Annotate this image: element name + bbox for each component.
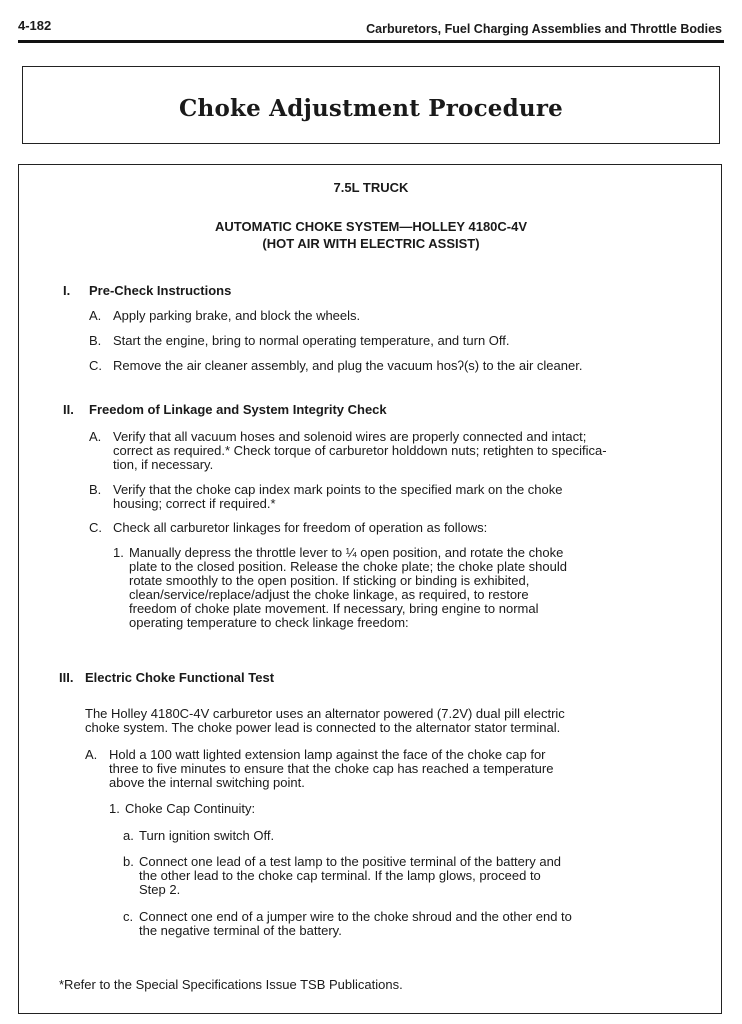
system-heading-line-2: (HOT AIR WITH ELECTRIC ASSIST) [262, 236, 480, 251]
item-label: C. [89, 358, 102, 373]
item-label: B. [89, 482, 102, 497]
section-heading: Freedom of Linkage and System Integrity Check [89, 402, 387, 417]
title-box [22, 66, 720, 144]
section-number: III. [59, 670, 74, 685]
step-line: Connect one end of a jumper wire to the choke shroud and the other end to [139, 909, 572, 924]
subitem-line: freedom of choke plate movement. If necessary, bring engine to normal [129, 601, 539, 616]
subitem-line: Manually depress the throttle lever to ¼ open position, and rotate the choke [129, 545, 564, 560]
intro-line: The Holley 4180C-4V carburetor uses an alternator powered (7.2V) dual pill electric [85, 706, 565, 721]
subitem-label: 1. [113, 545, 124, 560]
item-line: three to five minutes to ensure that the choke cap has reached a temperature [109, 761, 554, 776]
item-line: correct as required.* Check torque of carburetor holddown nuts; retighten to specifica- [113, 443, 607, 458]
subitem-text: Choke Cap Continuity: [125, 801, 256, 816]
item-label: A. [89, 308, 102, 323]
intro-line: choke system. The choke power lead is connected to the alternator stator terminal. [85, 720, 561, 735]
subitem-line: rotate smoothly to the open position. If sticking or binding is exhibited, [129, 573, 530, 588]
subitem-line: plate to the closed position. Release the choke plate; the choke plate should [129, 559, 567, 574]
footnote: *Refer to the Special Specifications Issue TSB Publications. [59, 977, 403, 992]
item-line: Verify that the choke cap index mark points to the specified mark on the choke [113, 482, 563, 497]
section-number: I. [63, 283, 71, 298]
section-number: II. [63, 402, 74, 417]
item-label: A. [85, 747, 98, 762]
item-line: Verify that all vacuum hoses and solenoid wires are properly connected and intact; [113, 429, 587, 444]
step-line: Connect one lead of a test lamp to the positive terminal of the battery and [139, 854, 562, 869]
step-line: the other lead to the choke cap terminal. If the lamp glows, proceed to [139, 868, 541, 883]
subitem-line: clean/service/replace/adjust the choke linkage, as required, to restore [129, 587, 529, 602]
item-line: Hold a 100 watt lighted extension lamp against the face of the choke cap for [109, 747, 546, 762]
subitem-label: 1. [109, 801, 120, 816]
running-title: Carburetors, Fuel Charging Assemblies and Throttle Bodies [366, 22, 722, 36]
step-line: the negative terminal of the battery. [139, 923, 342, 938]
item-label: B. [89, 333, 102, 348]
item-label: A. [89, 429, 102, 444]
step-label: b. [123, 854, 134, 869]
vehicle-heading: 7.5L TRUCK [333, 180, 409, 195]
step-label: c. [123, 909, 134, 924]
step-line: Step 2. [139, 882, 181, 897]
page-number: 4-182 [18, 18, 52, 33]
section-heading: Pre-Check Instructions [89, 283, 232, 298]
item-label: C. [89, 520, 102, 535]
step-line: Turn ignition switch Off. [139, 828, 275, 843]
item-text: Start the engine, bring to normal operating temperature, and turn Off. [113, 333, 510, 348]
section-heading: Electric Choke Functional Test [85, 670, 275, 685]
procedure-box [18, 164, 722, 1014]
item-line: tion, if necessary. [113, 457, 214, 472]
item-text: Apply parking brake, and block the wheels. [113, 308, 361, 323]
item-line: housing; correct if required.* [113, 496, 276, 511]
page-title: Choke Adjustment Procedure [179, 94, 563, 122]
item-line: above the internal switching point. [109, 775, 305, 790]
page-header [18, 18, 724, 43]
item-text: Remove the air cleaner assembly, and plug the vacuum hosʔ(s) to the air cleaner. [113, 358, 583, 373]
subitem-line: operating temperature to check linkage freedom: [129, 615, 409, 630]
step-label: a. [123, 828, 134, 843]
item-text: Check all carburetor linkages for freedom of operation as follows: [113, 520, 488, 535]
system-heading-line-1: AUTOMATIC CHOKE SYSTEM—HOLLEY 4180C-4V [214, 219, 528, 234]
